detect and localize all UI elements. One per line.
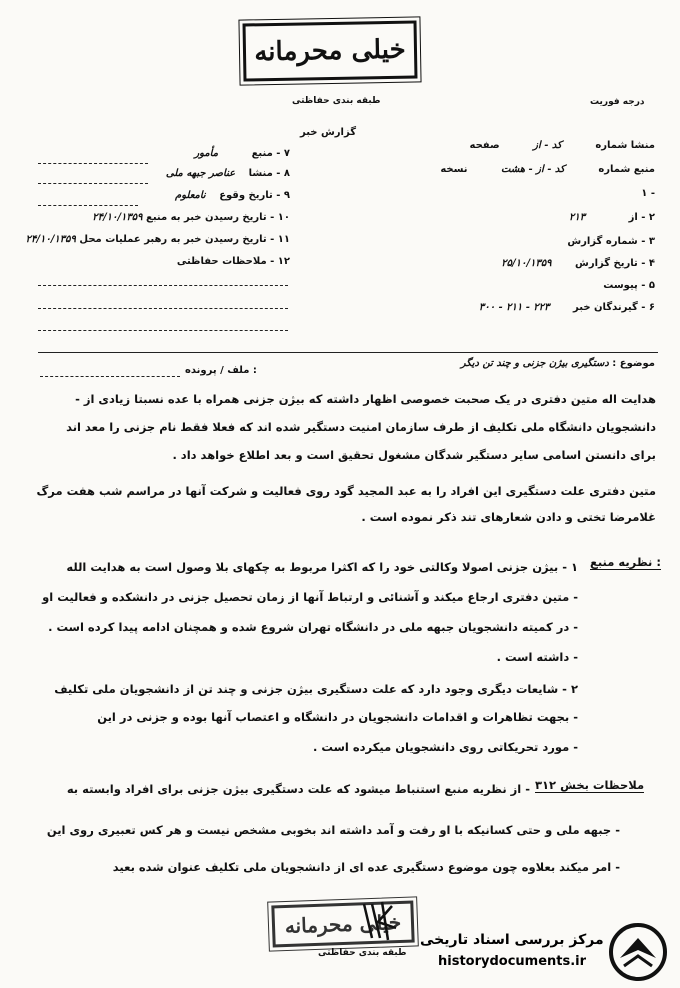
source-opinion-label: نظریه منبع : [590, 555, 661, 569]
field-label: ۴ - تاریخ گزارش [575, 258, 655, 269]
opinion-line: - در کمیته دانشجویان جبهه ملی در دانشگاه تهران شروع شده و همچنان ادامه پیدا کرده است . [48, 620, 578, 634]
field-value: کد - از - هشت [501, 164, 565, 175]
stamp-caption-bottom: طبقه بندی حفاظتی [318, 948, 407, 958]
right-field [395, 236, 655, 247]
field-label: منبع شماره [598, 164, 655, 175]
archive-logo-icon [608, 922, 668, 982]
field-label: ۷ - منبع [251, 148, 290, 159]
field-value: ۲۴/۱۰/۱۳۵۹ [92, 212, 143, 223]
right-field [395, 258, 655, 269]
classification-stamp: خیلی محرمانه [243, 20, 418, 81]
body-line: هدایت اله متین دفتری در یک صحبت خصوصی اظهار داشته که بیژن جزنی همراه با عده نسبتا زیادی از - [75, 392, 656, 406]
field-value: ۲۱۳ [568, 212, 586, 223]
opinion-line: - مورد تحریکاتی روی دانشجویان میکرده است . [313, 740, 578, 754]
opinion-line: - متین دفتری ارجاع میکند و آشنائی و ارتباط آنها از زمان تحصیل جزنی در دانشکده و فعالیت او [42, 590, 578, 604]
field-label: منشا شماره [595, 140, 655, 151]
body-line: دانشجویان دانشگاه ملی تکلیف از طرف سازمان امنیت دستگیر شده اند که فعلا فقط نام جزنی را معد اند [66, 420, 656, 434]
right-field [395, 140, 655, 151]
archive-url: historydocuments.ir [438, 954, 587, 969]
field-label: ۱۱ - تاریخ رسیدن خبر به رهبر عملیات محل [79, 234, 290, 245]
rule-line [38, 330, 288, 331]
right-field [395, 280, 655, 291]
field-label: ۱ - [641, 188, 655, 199]
left-field [20, 168, 290, 179]
classification-stamp-bottom: خیلی محرمانه [271, 901, 414, 948]
left-field [20, 212, 290, 223]
field-value: ۲۲۳ - ۲۱۱ - ۳۰۰ [478, 302, 550, 313]
body-line: برای دانستن اسامی سایر دستگیر شدگان مشغول تحقیق است و بعد اطلاع خواهد داد . [172, 448, 656, 462]
body-line: غلامرضا تختی و دادن شعارهای تند ذکر نموده است . [361, 510, 656, 524]
right-field [395, 302, 655, 313]
scribble-mark [358, 898, 402, 946]
field-label: ۵ - پیوست [603, 280, 655, 291]
left-field [20, 190, 290, 201]
rule-line [38, 308, 288, 309]
field-label: ۱۲ - ملاحظات حفاظتی [176, 256, 290, 267]
stamp-caption: طبقه بندی حفاظتی [292, 96, 381, 106]
field-value: ۲۴/۱۰/۱۳۵۹ [25, 234, 76, 245]
subject-text: دستگیری بیژن جزنی و چند تن دیگر [460, 358, 609, 369]
field-tail: صفحه [469, 140, 500, 151]
field-label: ۱۰ - تاریخ رسیدن خبر به منبع [146, 212, 290, 223]
opinion-line: ۱ - بیژن جزنی اصولا وکالتی خود را که اکثرا مربوط به چکهای بلا وصول است به هدایت الله [66, 560, 578, 574]
field-value: مأمور [194, 148, 219, 159]
subject-line [250, 358, 655, 369]
right-field [395, 212, 655, 223]
field-label: ۲ - از [628, 212, 655, 223]
right-field [395, 164, 655, 175]
separator-line [38, 352, 658, 353]
field-label: ۳ - شماره گزارش [567, 236, 655, 247]
rule-line [38, 183, 148, 184]
archive-name: مرکز بررسی اسناد تاریخی [420, 932, 604, 948]
field-value: عناصر جبهه ملی [165, 168, 236, 179]
opinion-line: ۲ - شایعات دیگری وجود دارد که علت دستگیری بیژن جزنی و چند تن از دانشجویان ملی تکلیف [54, 682, 578, 696]
field-value: کد - از [533, 140, 562, 151]
subject-label: موضوع : [612, 358, 655, 369]
body-line: متین دفتری علت دستگیری این افراد را به عبد المجید گود روی فعالیت و شرکت آنها در مراسم شب هفت مرگ [36, 484, 656, 498]
remarks-line: - از نظریه منبع استنباط میشود که علت دستگیری بیژن جزنی برای افراد وابسته به [66, 782, 530, 796]
left-field [20, 148, 290, 159]
remarks-label: ملاحظات بخش ۳۱۲ [535, 778, 645, 792]
remarks-line: - جبهه ملی و حتی کسانیکه با او رفت و آمد داشته اند بخوبی مشخص نیست و هر کس تعبیری روی این [46, 823, 620, 837]
rule-line [40, 376, 180, 377]
field-value: نامعلوم [175, 190, 206, 201]
field-label: ۹ - تاریخ وقوع [219, 190, 290, 201]
field-label: ۸ - منشا [248, 168, 290, 179]
left-field [20, 234, 290, 245]
urgency-label: درجه فوریت [590, 97, 645, 107]
rule-line [38, 163, 148, 164]
field-value: ۲۵/۱۰/۱۳۵۹ [501, 258, 552, 269]
right-field [395, 188, 655, 199]
file-label: ملف / پرونده : [185, 365, 257, 376]
rule-line [38, 205, 138, 206]
field-tail: نسخه [440, 164, 468, 175]
opinion-line: - بجهت تظاهرات و اقدامات دانشجویان در دانشگاه و اعتصاب آنها بوده و جزنی در این [97, 710, 578, 724]
report-title: گزارش خبر [300, 127, 357, 138]
field-label: ۶ - گیرندگان خبر [573, 302, 655, 313]
remarks-line: - امر میکند بعلاوه چون موضوع دستگیری عده ای از دانشجویان ملی تکلیف عنوان شده بعید [112, 860, 620, 874]
opinion-line: - داشته است . [496, 650, 578, 664]
left-field [20, 256, 290, 267]
rule-line [38, 285, 288, 286]
